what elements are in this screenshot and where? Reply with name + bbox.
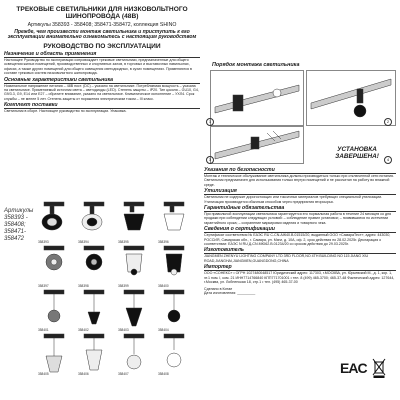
cert-text: Сертификат соответствия № ЕАЭС RU C-CN.АЖ40.В.01515/20, выданный ООО «СамараТест», адрес: 443030, РОССИЯ, Самарская обл., г. Самара, ул. Мяги, д. 10А, оф. 2, срок действия по 28.02.2025г. Декларация о соответствии: ЕАЭС N RU Д-CN.МЮ62.В.01234/20 со сроком действия до 29.03.2025г. — [204, 233, 391, 247]
guide-title: РУКОВОДСТВО ПО ЭКСПЛУАТАЦИИ — [43, 43, 161, 50]
mount-step-1-box — [210, 70, 304, 126]
lamp-article-label: 358404 — [158, 328, 169, 332]
kit-text: Светильник в сборе. Настоящее руководство по эксплуатации. Упаковка. — [4, 109, 127, 114]
safety-text: Монтаж и техническое обслуживание светильника должны производиться только при отключенной сети питания. Светильник предназначен для использования только внутри помещений и не рассчитан на работу во влажной среде. — [204, 174, 394, 187]
step-1-number: 1 — [206, 118, 214, 126]
lamp-article-label: 358405 — [38, 372, 49, 376]
lamp-gallery — [36, 200, 198, 390]
page-title: ТРЕКОВЫЕ СВЕТИЛЬНИКИ ДЛЯ НИЗКОВОЛЬТНОГО ШИНОПРОВОДА (48В) — [16, 6, 188, 21]
mount-step-3-box — [210, 126, 304, 164]
lamp-article-label: 358393 — [38, 240, 49, 244]
maker-text: JIANGMEN ZHENYU LIGHTING COMPANY LTD 3RD FLOOR,NO 4TH BUILDING NO 115 JIANG XIU ROAD,JIANGHAI,JIANGMEN,GUANGDONG,CHINA — [204, 254, 369, 263]
lamp-article-label: 358395 — [118, 240, 129, 244]
mount-step-2-diagram — [307, 71, 395, 125]
lamp-article-label: 358408 — [158, 372, 169, 376]
tech-heading: Основные характеристики светильника — [4, 77, 200, 84]
mount-step-3-diagram — [211, 127, 303, 163]
eac-mark: EAC — [340, 360, 367, 376]
mount-step-1-diagram — [211, 71, 303, 125]
lamp-article-label: 358406 — [78, 372, 89, 376]
left-column — [4, 4, 200, 114]
cert-heading: Сведения о сертификации — [204, 226, 396, 233]
lamp-article-label: 358402 — [78, 328, 89, 332]
lamp-article-label: 358394 — [78, 240, 89, 244]
crossed-bin-icon — [372, 358, 386, 378]
lamp-article-label: 358397 — [38, 284, 49, 288]
lamp-article-label: 358403 — [118, 328, 129, 332]
purpose-heading: Назначение и область применения — [4, 51, 200, 58]
step-4-number: 4 — [384, 156, 392, 164]
lamp-article-label: 358396 — [158, 240, 169, 244]
tech-text: Номинальное напряжение питания – 48В пост. (DC) – указано на светильнике. Потребляемая мощность – указана на светильнике. Применяемый источник света – светодиоды (LED). Степень защиты – IP20. Тип цоколя – GU10, G4, G9/3.3, G9, E14 или E27 – обратите внимание, указано на светильнике. Климатическое исполнение – УХЛ4. Срок службы – не менее 5 лет. Степень защиты от поражения электрическим током – III класс. — [4, 83, 199, 101]
kit-heading: Комплект поставки — [4, 102, 200, 109]
step-2-number: 2 — [384, 118, 392, 126]
lamp-article-label: 358400 — [158, 284, 169, 288]
importer-text: ООО «СОНЕКС» • ОГРН 1027480048517 Юридический адрес: 117303, г.МОСКВА, ул. Юрьевский М., д. 1, кор. 1, эт.1 пом. I, ком. 21 ИНН7714766840 КПП771701001 • тел. 8 (499) 465-3700; 465-37-48 Фактический адрес: 127644, г.Москва, ул. Лобненская 18, стр.1 • тел. (495) 465-37-00 — [204, 271, 395, 285]
disposal-heading: Утилизация — [204, 188, 396, 195]
mount-heading: Порядок монтажа светильника — [212, 62, 300, 68]
warranty-text: При правильной эксплуатации светильника гарантируется его нормальная работа в течение 24 месяцев со дня продажи при соблюдении следующих условий: – соблюдение правил установки; – появившиеся по истечении гарантийного срока; – сохранение маркировки изделия и товарного чека. — [204, 212, 392, 225]
step-3-number: 3 — [206, 156, 214, 164]
lamp-article-label: 358407 — [118, 372, 129, 376]
warranty-heading: Гарантийные обязательства — [204, 205, 396, 212]
maker-heading: Изготовитель — [204, 247, 396, 254]
importer-heading: Импортер — [204, 264, 396, 271]
made-in-text: Сделано в Китае — [204, 286, 233, 291]
safety-heading: Указания по безопасности — [204, 167, 396, 174]
purpose-text: Настоящее Руководство по эксплуатации сопровождает трековые светильники, предназначенные для общего освещения жилых помещений, производственных и спортивных залов, в торговых и выставочных павильонах, офисах, а также других помещений для общего освещения светодиодных, в сухих помещениях. Применяются в составе трековых систем низковольтного шинопровода. — [4, 58, 192, 76]
lamp-article-label: 358401 — [38, 328, 49, 332]
manufacture-date-label: Дата изготовления: _________ — [204, 290, 256, 295]
articles-line: Артикулы 358393 - 358408; 358471-358472, коллекция SHINO — [27, 21, 177, 28]
mount-step-2-box — [306, 70, 396, 126]
right-text-column — [204, 166, 396, 295]
mount-complete-text: УСТАНОВКА ЗАВЕРШЕНА! — [335, 146, 379, 160]
disposal-text: Светильник не содержит дорогостоящих или токсичных материалов требующих специальной утилизации. Утилизация производится обычным способом через предприятия вторсырья. — [204, 195, 383, 204]
articles-side-label: Артикулы 358393 - 358408; 358471- 358472 — [4, 208, 34, 242]
lamp-article-label: 358399 — [118, 284, 129, 288]
lamp-article-label: 358398 — [78, 284, 89, 288]
warning-text: Прежде, чем произвести монтаж светильника и приступить к его эксплуатации внимательно ознакомьтесь с настоящим руководством — [7, 28, 197, 41]
